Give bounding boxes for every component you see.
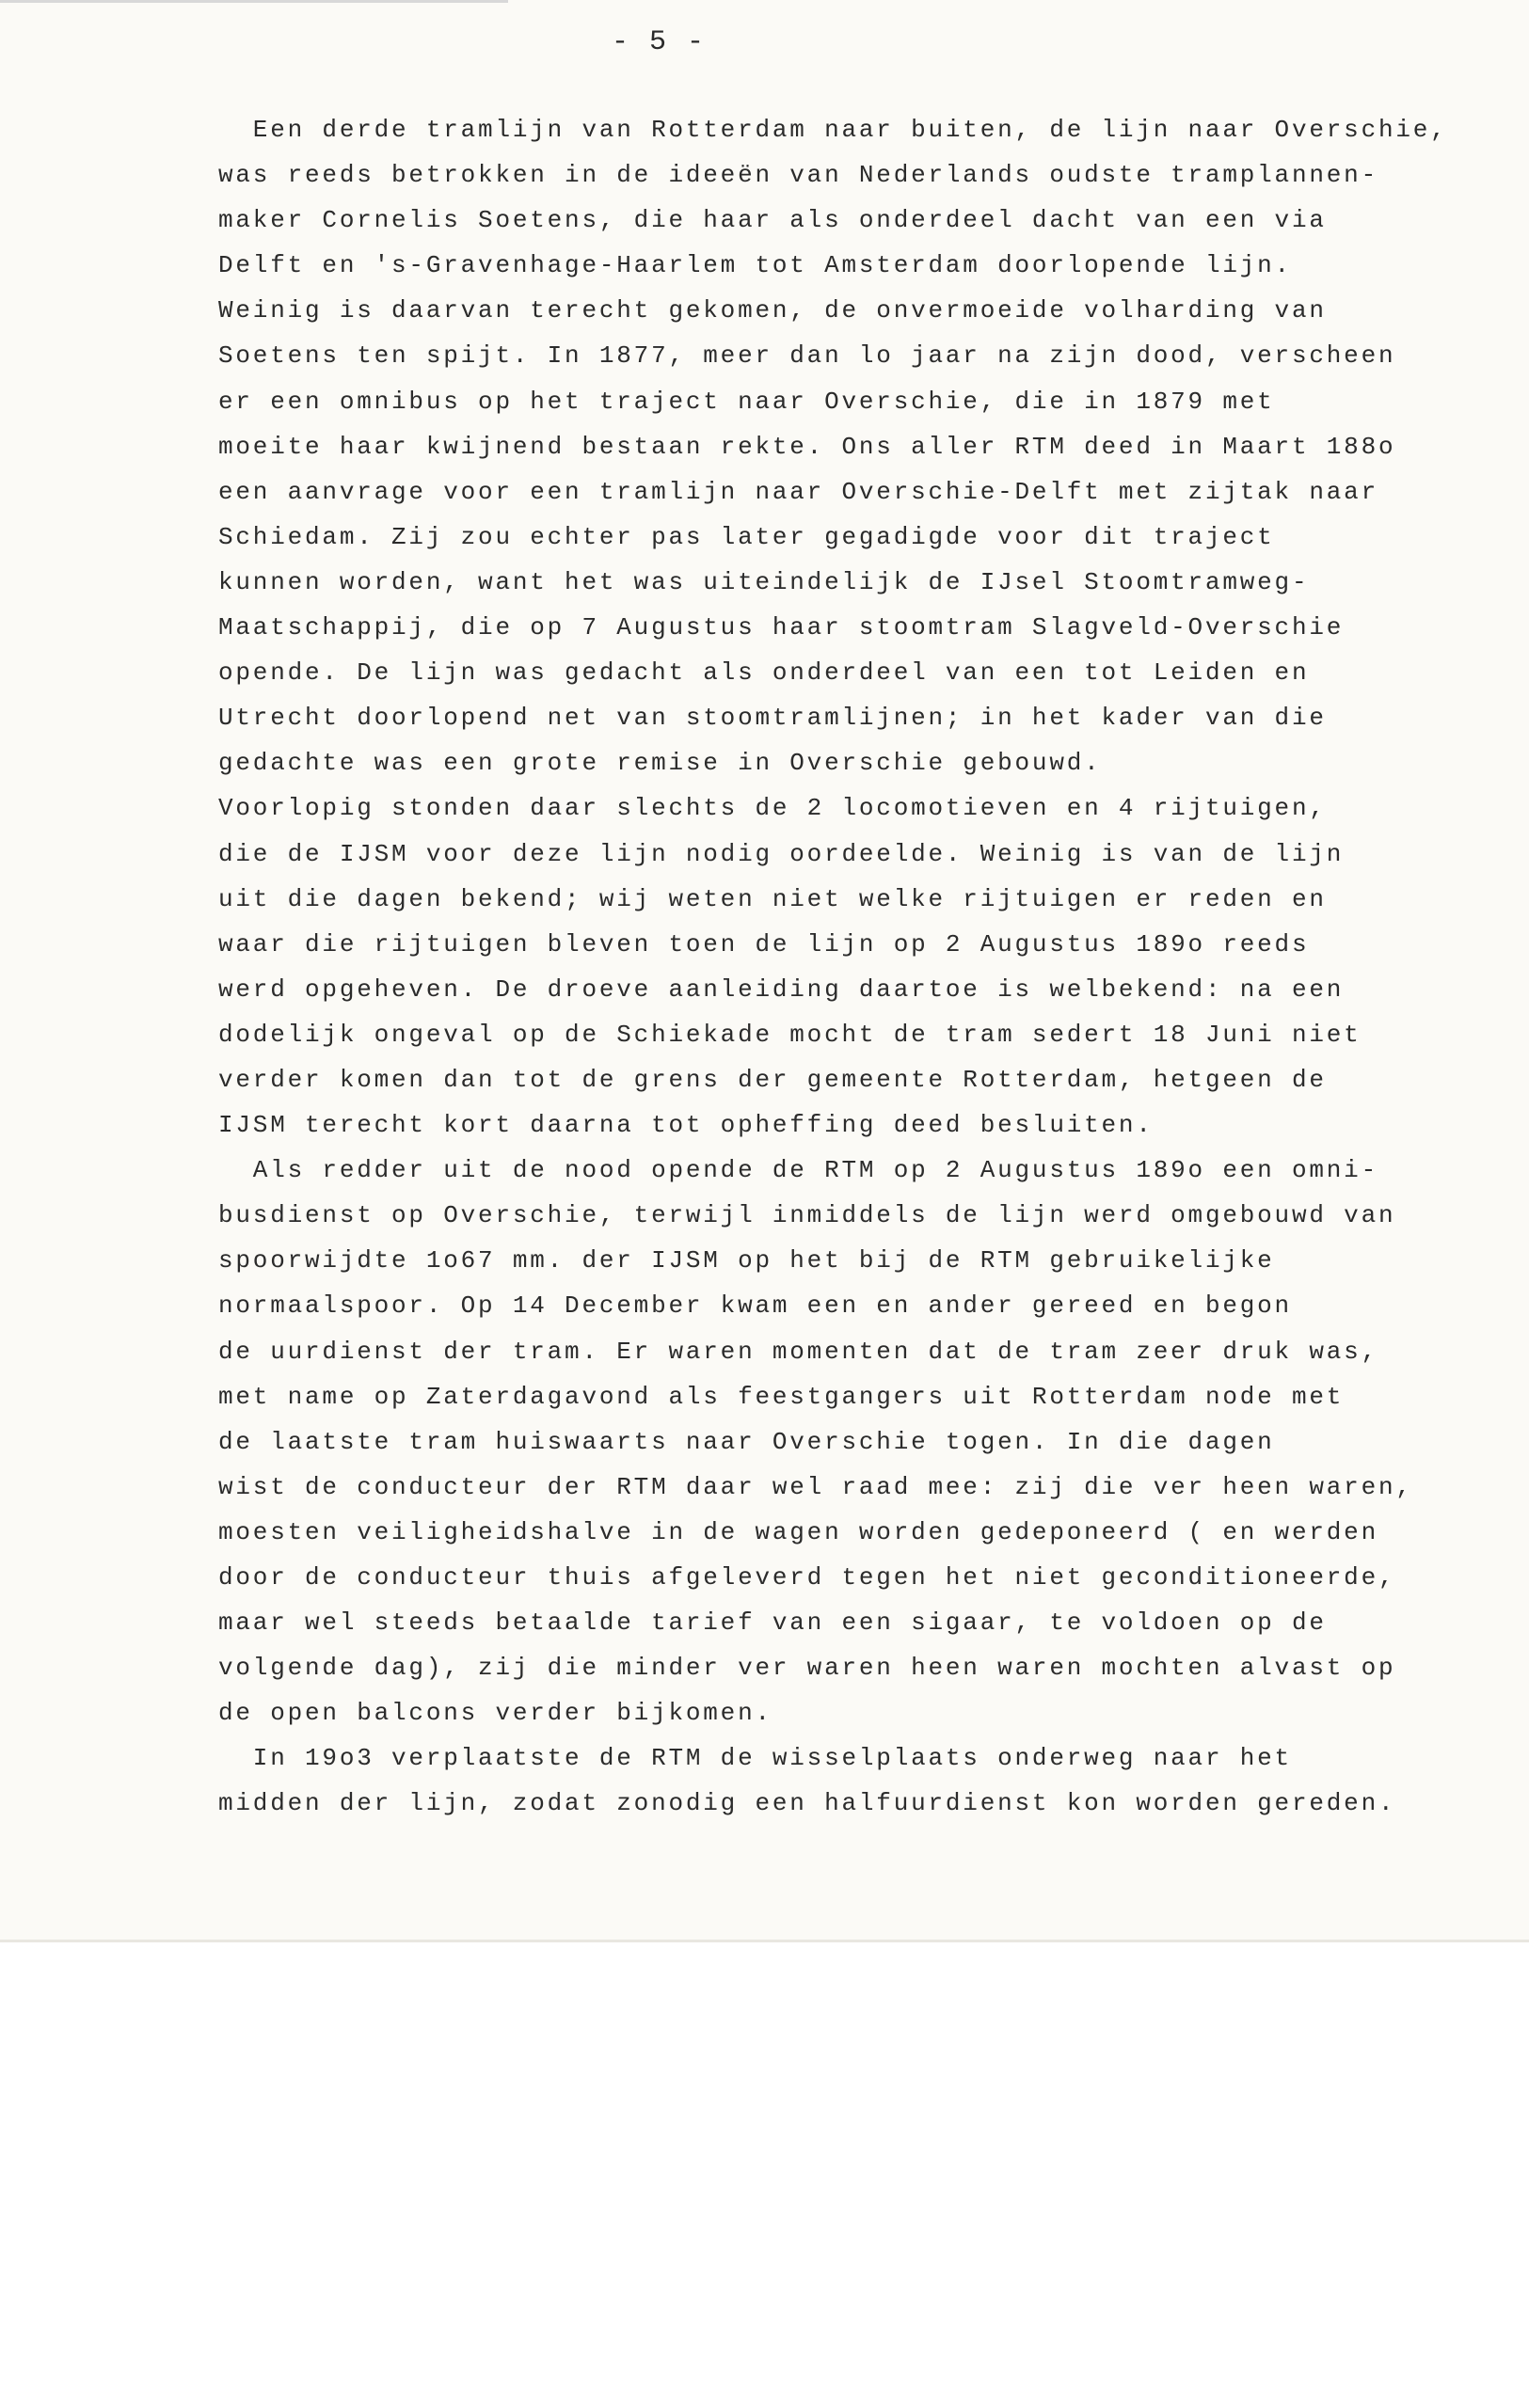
text-line: Voorlopig stonden daar slechts de 2 locomotieven en 4 rijtuigen, (218, 794, 1327, 823)
text-line: er een omnibus op het traject naar Overschie, die in 1879 met (218, 387, 1275, 416)
text-line: verder komen dan tot de grens der gemeente Rotterdam, hetgeen de (218, 1065, 1327, 1094)
text-line: wist de conducteur der RTM daar wel raad mee: zij die ver heen waren, (218, 1472, 1413, 1501)
text-line: Delft en 's-Gravenhage-Haarlem tot Amsterdam doorlopende lijn. (218, 251, 1292, 280)
text-line: dodelijk ongeval op de Schiekade mocht de tram sedert 18 Juni niet (218, 1020, 1362, 1049)
text-line: waar die rijtuigen bleven toen de lijn op 2 Augustus 189o reeds (218, 929, 1310, 958)
text-line: die de IJSM voor deze lijn nodig oordeelde. Weinig is van de lijn (218, 839, 1345, 868)
text-line: gedachte was een grote remise in Overschie gebouwd. (218, 749, 1102, 778)
text-line: kunnen worden, want het was uiteindelijk de IJsel Stoomtramweg- (218, 567, 1310, 596)
text-line: maar wel steeds betaalde tarief van een sigaar, te voldoen op de (218, 1608, 1327, 1638)
text-line: Utrecht doorlopend net van stoomtramlijnen; in het kader van die (218, 704, 1327, 733)
text-line: Maatschappij, die op 7 Augustus haar stoomtram Slagveld-Overschie (218, 613, 1345, 642)
scan-edge-line (0, 0, 508, 3)
text-line: Als redder uit de nood opende de RTM op 2 Augustus 189o een omni- (218, 1156, 1378, 1185)
text-line: normaalspoor. Op 14 December kwam een en ander gereed en begon (218, 1291, 1292, 1321)
text-line: werd opgeheven. De droeve aanleiding daartoe is welbekend: na een (218, 974, 1345, 1004)
text-line: de open balcons verder bijkomen. (218, 1699, 772, 1728)
text-line: Soetens ten spijt. In 1877, meer dan lo jaar na zijn dood, verscheen (218, 341, 1396, 371)
text-line: door de conducteur thuis afgeleverd tegen het niet geconditioneerde, (218, 1563, 1396, 1592)
text-line: Weinig is daarvan terecht gekomen, de onvermoeide volharding van (218, 296, 1327, 325)
text-line: moesten veiligheidshalve in de wagen worden gedeponeerd ( en werden (218, 1517, 1378, 1546)
text-line: spoorwijdte 1o67 mm. der IJSM op het bij de RTM gebruikelijke (218, 1246, 1275, 1275)
text-line: een aanvrage voor een tramlijn naar Overschie-Delft met zijtak naar (218, 477, 1378, 506)
text-line: was reeds betrokken in de ideeën van Nederlands oudste tramplannen- (218, 161, 1378, 190)
page-number: - 5 - (611, 26, 706, 58)
text-line: maker Cornelis Soetens, die haar als onderdeel dacht van een via (218, 206, 1327, 235)
text-line: Schiedam. Zij zou echter pas later gegadigde voor dit traject (218, 522, 1275, 551)
text-line: Een derde tramlijn van Rotterdam naar buiten, de lijn naar Overschie, (218, 116, 1448, 144)
text-line: met name op Zaterdagavond als feestgangers uit Rotterdam node met (218, 1382, 1345, 1411)
text-line: volgende dag), zij die minder ver waren heen waren mochten alvast op (218, 1654, 1396, 1683)
text-line: midden der lijn, zodat zonodig een halfuurdienst kon worden gereden. (218, 1789, 1396, 1818)
body-text (218, 107, 1529, 1827)
text-line: busdienst op Overschie, terwijl inmiddels de lijn werd omgebouwd van (218, 1201, 1396, 1230)
text-line: opende. De lijn was gedacht als onderdeel van een tot Leiden en (218, 658, 1310, 688)
text-line: de uurdienst der tram. Er waren momenten dat de tram zeer druk was, (218, 1337, 1378, 1366)
text-line: moeite haar kwijnend bestaan rekte. Ons aller RTM deed in Maart 188o (218, 432, 1396, 461)
text-line: IJSM terecht kort daarna tot opheffing deed besluiten. (218, 1111, 1154, 1140)
text-line: uit die dagen bekend; wij weten niet welke rijtuigen er reden en (218, 884, 1327, 913)
text-line: In 19o3 verplaatste de RTM de wisselplaats onderweg naar het (218, 1744, 1292, 1773)
text-line: de laatste tram huiswaarts naar Overschie togen. In die dagen (218, 1427, 1275, 1456)
